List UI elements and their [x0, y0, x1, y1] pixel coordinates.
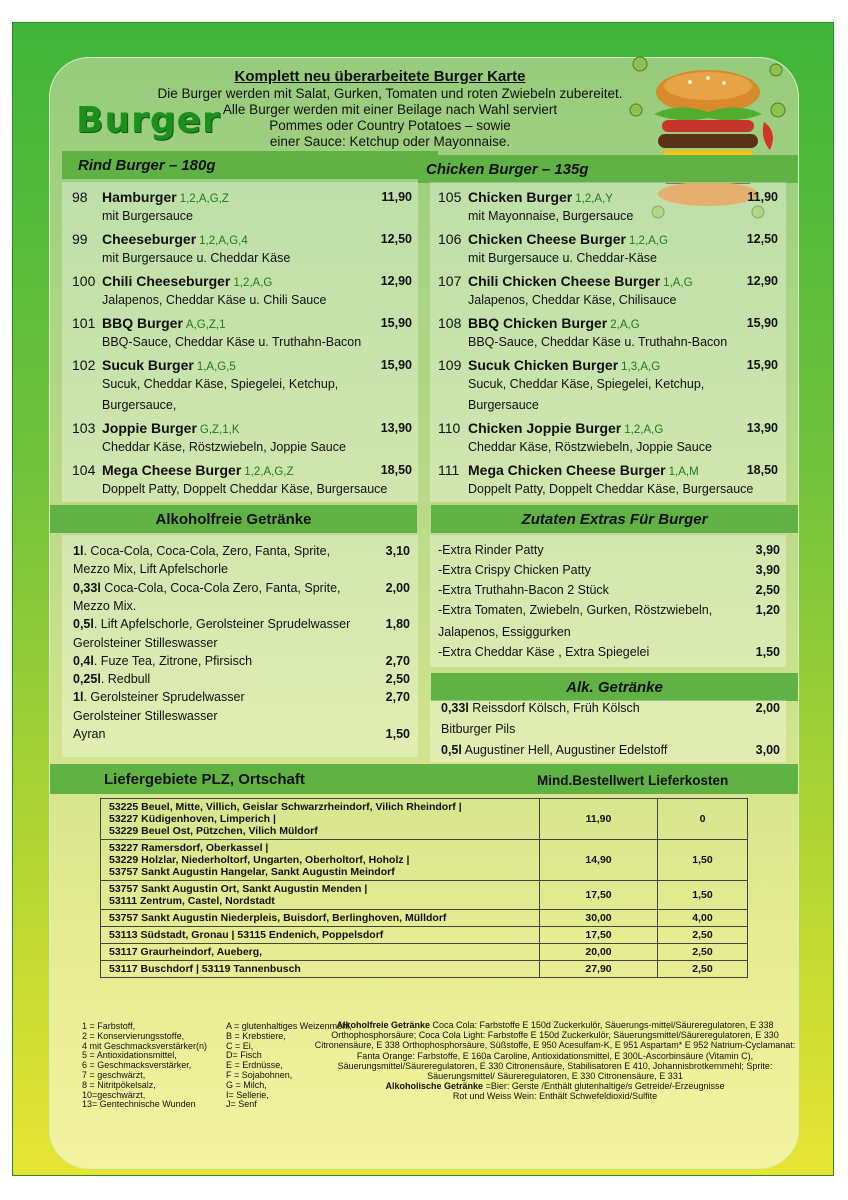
drink-text: Gerolsteiner Stilleswasser [73, 708, 218, 723]
drink-text: . Redbull [100, 672, 151, 687]
delivery-fee: 2,50 [658, 927, 748, 944]
intro-line: Alle Burger werden mit einer Beilage nach Wahl serviert [222, 102, 558, 117]
footnote-line: C = Ei, [226, 1040, 254, 1051]
delivery-area-line: 53757 Sankt Augustin Ort, Sankt Augustin Menden | [109, 883, 368, 895]
item-price: 11,90 [747, 190, 778, 204]
item-allergen-codes: 1,2,A,Y [575, 193, 613, 205]
delivery-area-line: 53117 Graurheindorf, Aueberg, [109, 946, 263, 958]
item-allergen-codes: 1,2,A,G [628, 235, 668, 247]
footnote-line: A = glutenhaltiges Weizenmehl, [226, 1021, 352, 1031]
item-number: 109 [438, 357, 462, 373]
item-allergen-codes: 1,A,G,5 [196, 361, 236, 373]
item-number: 100 [72, 273, 96, 289]
delivery-row [101, 961, 748, 978]
wine-ingredients-text: Rot und Weiss Wein: Enthält Schwefeldioxid/Sulfite [452, 1091, 658, 1102]
footnote-line: 4 mit Geschmacksverstärker(n) [82, 1040, 208, 1051]
item-name-text: Chicken Cheese Burger [468, 231, 626, 247]
footnote-line: 6 = Geschmacksverstärker, [82, 1060, 192, 1071]
delivery-min-order: 17,50 [540, 927, 658, 944]
delivery-row [101, 944, 748, 961]
alcohol-heading: Alk. Getränke [431, 673, 798, 701]
menu-title: Komplett neu überarbeitete Burger Karte [234, 68, 526, 85]
footnote-line: 8 = Nitritpökelsalz, [82, 1079, 156, 1090]
drink-price: 3,00 [755, 743, 780, 757]
drink-line [441, 722, 515, 736]
item-price: 13,90 [380, 421, 412, 435]
item-number: 103 [72, 420, 96, 436]
delivery-area-line: 53227 Ramersdorf, Oberkassel | [109, 842, 269, 854]
drink-line [441, 701, 640, 715]
item-description: mit Burgersauce u. Cheddar Käse [102, 251, 291, 265]
delivery-min-order: 20,00 [540, 944, 658, 961]
delivery-areas [101, 799, 540, 840]
extra-line: -Extra Rinder Patty [438, 543, 544, 557]
footnote-line: D= Fisch [226, 1050, 262, 1061]
item-allergen-codes: 1,2,A,G,Z [179, 193, 229, 205]
drink-text: Coca-Cola, Coca-Cola Zero, Fanta, Sprite, [100, 580, 341, 595]
item-name [468, 231, 668, 247]
drink-line [73, 617, 350, 631]
alcohol-ingredients-label: Alkoholische Getränke [385, 1081, 484, 1092]
item-description: BBQ-Sauce, Cheddar Käse u. Truthahn-Bacon [468, 335, 728, 349]
delivery-row [101, 927, 748, 944]
drink-text: Bitburger Pils [441, 722, 516, 736]
drink-price: 1,50 [385, 727, 410, 741]
item-name-text: Joppie Burger [102, 420, 197, 436]
item-name [102, 357, 236, 373]
drink-line [73, 562, 228, 576]
item-description: Sucuk, Cheddar Käse, Spiegelei, Ketchup, [102, 377, 339, 391]
item-number: 98 [72, 189, 88, 205]
item-price: 12,50 [746, 232, 778, 246]
item-name-text: Chicken Burger [468, 189, 573, 205]
extra-line: -Extra Truthahn-Bacon 2 Stück [438, 583, 609, 597]
delivery-row [101, 881, 748, 910]
drink-text: Reissdorf Kölsch, Früh Kölsch [468, 701, 640, 715]
delivery-fee: 0 [658, 799, 748, 840]
drink-line [73, 654, 252, 668]
drink-price: 2,00 [755, 701, 780, 715]
footnote-line: 1 = Farbstoff, [82, 1021, 136, 1031]
item-name [102, 315, 226, 331]
item-allergen-codes: 1,3,A,G [621, 361, 661, 373]
item-price: 18,50 [746, 463, 778, 477]
item-name-text: BBQ Chicken Burger [468, 315, 608, 331]
delivery-area-line: 53229 Beuel Ost, Pützchen, Vilich Müldorf [109, 825, 318, 837]
intro-line: Pommes oder Country Potatoes – sowie [269, 118, 511, 133]
burger-logo: Burger [76, 100, 221, 141]
footnote-line: G = Milch, [226, 1079, 267, 1090]
footnote-line: 13= Gentechnische Wunden [82, 1099, 196, 1110]
item-description: Doppelt Patty, Doppelt Cheddar Käse, Burgersauce [468, 482, 754, 496]
delivery-area-line: 53757 Sankt Augustin Hangelar, Sankt Augustin Meindorf [109, 866, 395, 878]
item-name [468, 315, 640, 331]
item-description: Cheddar Käse, Röstzwiebeln, Joppie Sauce [468, 440, 712, 454]
item-description: mit Burgersauce u. Cheddar-Käse [468, 251, 657, 265]
item-price: 12,50 [380, 232, 412, 246]
footnote-line: 5 = Antioxidationsmittel, [82, 1050, 177, 1061]
item-price: 13,90 [746, 421, 778, 435]
footnote-line: E = Erdnüsse, [226, 1060, 283, 1071]
delivery-areas [101, 840, 540, 881]
footnote-line: 7 = geschwärzt, [82, 1069, 146, 1080]
drink-size: 0,33l [73, 580, 101, 595]
delivery-fee: 4,00 [658, 910, 748, 927]
item-price: 11,90 [381, 190, 412, 204]
delivery-areas [101, 881, 540, 910]
drink-line [441, 743, 667, 757]
delivery-table [100, 798, 748, 978]
intro-line: einer Sauce: Ketchup oder Mayonnaise. [269, 134, 511, 149]
delivery-min-order: 17,50 [540, 881, 658, 910]
delivery-area-line: 53757 Sankt Augustin Niederpleis, Buisdorf, Berlinghoven, Mülldorf [109, 912, 447, 924]
delivery-fee: 1,50 [658, 881, 748, 910]
delivery-heading [50, 764, 798, 794]
drink-line [73, 636, 218, 650]
item-description: Cheddar Käse, Röstzwiebeln, Joppie Sauce [102, 440, 346, 454]
item-name-text: BBQ Burger [102, 315, 183, 331]
drink-price: 2,00 [385, 580, 410, 595]
item-name-text: Chili Cheeseburger [102, 273, 231, 289]
extra-price: 3,90 [755, 563, 780, 577]
chicken-burger-heading: Chicken Burger – 135g [418, 155, 798, 183]
drink-text: Augustiner Hell, Augustiner Edelstoff [461, 743, 668, 757]
item-description: Sucuk, Cheddar Käse, Spiegelei, Ketchup, [468, 377, 705, 391]
item-name-text: Mega Chicken Cheese Burger [468, 462, 666, 478]
item-allergen-codes: 1,A,G [663, 277, 693, 289]
drink-price: 2,50 [385, 672, 410, 687]
drink-text: . Gerolsteiner Sprudelwasser [83, 690, 245, 705]
softdrinks-ingredients-label: Alkoholfreie Getränke [336, 1020, 430, 1030]
item-allergen-codes: 1,2,A,G,4 [199, 235, 248, 247]
extra-price: 1,50 [755, 645, 780, 659]
softdrinks-ingredients-text: Coca Cola: Farbstoffe E 150d Zuckerkulör, Säuerungs-mittel/Säureregulatoren, E 338 Orthophosphorsäure; Coca Cola Light: Farbstoffe E 150d Zuckerkulör, Säuerungsmittel/Säureregulatoren, E 330 Citronensäure, E 338 Orthophosphorsäure, Süßstoffe, E 950 Acesulfam-K, E 951 Aspartam* E 952 Natrium-Cyclamanat: Fanta Orange: Farbstoffe, E 160a Caroline, Antioxidationsmittel, E 300L-Ascorbinsäure (Vitamin C), Säuerungsmittel/Säureregulatoren, E 330 Citronensäure, Stabilisatoren E 410, Johannisbrotkernmehl; Sprite: Säuerungsmittel/ Säureregulatoren, E 330 Citronensäure, E 331 [314, 1020, 796, 1082]
delivery-areas [101, 961, 540, 978]
footnote-line: I= Sellerie, [226, 1089, 269, 1100]
drink-line [73, 581, 341, 595]
item-price: 15,90 [380, 316, 412, 330]
item-description: Jalapenos, Cheddar Käse, Chilisauce [468, 293, 677, 307]
drink-text: . Fuze Tea, Zitrone, Pfirsisch [93, 653, 253, 668]
extra-line: -Extra Tomaten, Zwiebeln, Gurken, Röstzwiebeln, [438, 603, 713, 617]
drink-price: 2,70 [385, 690, 410, 705]
delivery-areas [101, 910, 540, 927]
item-allergen-codes: 1,A,M [668, 466, 699, 478]
item-price: 15,90 [746, 358, 778, 372]
item-name-text: Mega Cheese Burger [102, 462, 242, 478]
item-allergen-codes: G,Z,1,K [199, 424, 240, 436]
item-name [468, 420, 663, 436]
footnote-line: J= Senf [226, 1099, 257, 1110]
footnote-line: F = Sojabohnen, [226, 1069, 293, 1080]
delivery-fee: 1,50 [658, 840, 748, 881]
delivery-area-line: 53113 Südstadt, Gronau | 53115 Endenich, Poppelsdorf [109, 929, 384, 941]
drink-text: Mezzo Mix, Lift Apfelschorle [73, 562, 228, 577]
drink-line [73, 599, 136, 613]
item-price: 15,90 [380, 358, 412, 372]
item-description: mit Mayonnaise, Burgersauce [468, 209, 634, 223]
item-allergen-codes: 2,A,G [610, 319, 640, 331]
ingredients-note [312, 1020, 798, 1102]
item-number: 102 [72, 357, 96, 373]
delivery-min-order: 14,90 [540, 840, 658, 881]
item-name-text: Hamburger [102, 189, 177, 205]
drink-size: 0,33l [441, 701, 469, 715]
item-price: 12,90 [380, 274, 412, 288]
item-name-text: Sucuk Burger [102, 357, 194, 373]
delivery-min-order: 30,00 [540, 910, 658, 927]
item-name [468, 462, 699, 478]
delivery-area-line: 53117 Buschdorf | 53119 Tannenbusch [109, 963, 301, 975]
item-name [468, 357, 660, 373]
item-name-text: Chicken Joppie Burger [468, 420, 622, 436]
item-number: 99 [72, 231, 88, 247]
additive-footnotes [82, 1022, 207, 1110]
drink-price: 2,70 [385, 653, 410, 668]
drink-text: . Lift Apfelschorle, Gerolsteiner Sprudelwasser [93, 617, 351, 632]
delivery-row [101, 799, 748, 840]
drink-text: Ayran [73, 727, 106, 741]
drink-line [73, 544, 330, 558]
drink-price: 3,10 [385, 544, 410, 558]
item-name-text: Sucuk Chicken Burger [468, 357, 619, 373]
drink-size: 1l [73, 690, 84, 705]
item-number: 106 [438, 231, 462, 247]
extra-line: -Extra Cheddar Käse , Extra Spiegelei [438, 645, 650, 659]
delivery-fee: 2,50 [658, 961, 748, 978]
item-number: 108 [438, 315, 462, 331]
item-description: Jalapenos, Cheddar Käse u. Chili Sauce [102, 293, 327, 307]
delivery-areas [101, 927, 540, 944]
delivery-row [101, 910, 748, 927]
item-name [468, 189, 613, 205]
drink-line [73, 690, 245, 704]
item-name-text: Cheeseburger [102, 231, 197, 247]
extras-heading: Zutaten Extras Für Burger [431, 505, 798, 533]
item-number: 101 [72, 315, 96, 331]
item-name [102, 189, 229, 205]
extra-price: 1,20 [755, 603, 780, 617]
item-name [102, 273, 272, 289]
item-description: Burgersauce [468, 398, 539, 412]
item-number: 104 [72, 462, 96, 478]
drink-size: 0,5l [441, 743, 462, 757]
footnote-line: 2 = Konservierungsstoffe, [82, 1030, 185, 1041]
item-price: 12,90 [746, 274, 778, 288]
item-number: 107 [438, 273, 462, 289]
delivery-areas [101, 944, 540, 961]
softdrinks-heading: Alkoholfreie Getränke [50, 505, 417, 533]
drink-size: 0,4l [73, 653, 94, 668]
drink-line [73, 709, 218, 723]
delivery-area-line: 53225 Beuel, Mitte, Villich, Geislar Schwarzrheindorf, Vilich Rheindorf | [109, 801, 462, 813]
item-description: Doppelt Patty, Doppelt Cheddar Käse, Burgersauce [102, 482, 388, 496]
delivery-area-line: 53111 Zentrum, Castel, Nordstadt [109, 895, 275, 907]
item-number: 111 [438, 462, 460, 478]
item-allergen-codes: A,G,Z,1 [185, 319, 226, 331]
drink-size: 1l [73, 544, 84, 558]
item-name [102, 420, 240, 436]
extra-price: 2,50 [755, 583, 780, 597]
drink-text: . Coca-Cola, Coca-Cola, Zero, Fanta, Sprite, [83, 544, 331, 558]
alcohol-ingredients-text: =Bier: Gerste /Enthält glutenhaltige/s Getreide/-Erzeugnisse [483, 1081, 725, 1092]
item-name-text: Chili Chicken Cheese Burger [468, 273, 661, 289]
extra-price: 3,90 [755, 543, 780, 557]
delivery-columns-header: Mind.Bestellwert Lieferkosten [537, 773, 729, 788]
item-allergen-codes: 1,2,A,G [233, 277, 273, 289]
extra-line: -Extra Crispy Chicken Patty [438, 563, 591, 577]
intro-line: Die Burger werden mit Salat, Gurken, Tomaten und roten Zwiebeln zubereitet. [157, 86, 623, 101]
drink-text: Gerolsteiner Stilleswasser [73, 635, 218, 650]
footnote-line: 10=geschwärzt, [82, 1089, 146, 1100]
delivery-fee: 2,50 [658, 944, 748, 961]
drink-line [73, 672, 150, 686]
delivery-min-order: 11,90 [540, 799, 658, 840]
delivery-title: Liefergebiete PLZ, Ortschaft [104, 770, 305, 788]
footnote-line: B = Krebstiere, [226, 1030, 286, 1041]
rind-burger-heading: Rind Burger – 180g [62, 151, 438, 179]
item-price: 18,50 [380, 463, 412, 477]
drink-size: 0,25l [73, 672, 101, 687]
item-number: 105 [438, 189, 462, 205]
drink-line [73, 727, 105, 741]
delivery-row [101, 840, 748, 881]
drink-size: 0,5l [73, 617, 94, 632]
item-name [468, 273, 693, 289]
drink-text: Mezzo Mix. [73, 598, 137, 613]
extra-line: Jalapenos, Essiggurken [438, 625, 571, 639]
item-name [102, 462, 294, 478]
item-description: mit Burgersauce [102, 209, 194, 223]
item-name [102, 231, 248, 247]
delivery-area-line: 53227 Küdigenhoven, Limperich | [109, 813, 276, 825]
delivery-area-line: 53229 Holzlar, Niederholtorf, Ungarten, Oberholtorf, Hoholz | [109, 854, 410, 866]
delivery-min-order: 27,90 [540, 961, 658, 978]
item-number: 110 [438, 420, 461, 436]
drink-price: 1,80 [385, 617, 410, 632]
item-allergen-codes: 1,2,A,G [624, 424, 664, 436]
item-description: Burgersauce, [102, 398, 177, 412]
item-description: BBQ-Sauce, Cheddar Käse u. Truthahn-Bacon [102, 335, 362, 349]
item-allergen-codes: 1,2,A,G,Z [244, 466, 294, 478]
item-price: 15,90 [746, 316, 778, 330]
